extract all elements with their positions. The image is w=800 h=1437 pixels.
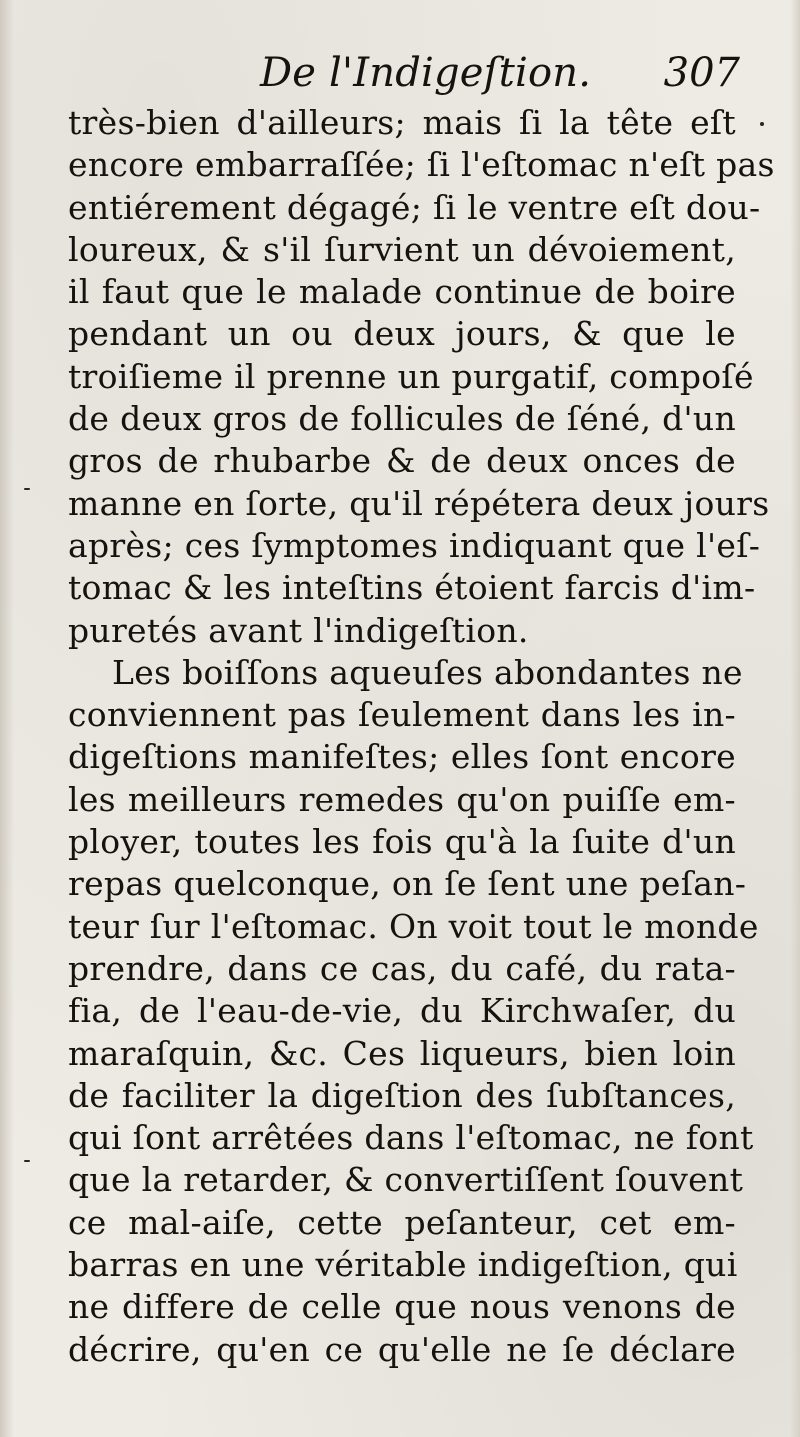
text-line: troiſieme il prenne un purgatif, compoſé bbox=[68, 356, 754, 396]
text-line: pendant un ou deux jours, & que le bbox=[68, 314, 736, 354]
text-line: fia, de l'eau-de-vie, du Kirchwaſer, du bbox=[68, 991, 736, 1031]
text-line: de deux gros de follicules de ſéné, d'un bbox=[68, 399, 736, 439]
ink-speck bbox=[24, 1160, 30, 1162]
ink-speck bbox=[24, 488, 30, 490]
page-right-edge-shadow bbox=[790, 0, 800, 1437]
text-line: très-bien d'ailleurs; mais ſi la tête eſt bbox=[68, 103, 736, 142]
text-line: ne differe de celle que nous venons de bbox=[68, 1287, 736, 1327]
page-header bbox=[70, 50, 740, 100]
text-line: tomac & les inteſtins étoient farcis d'im- bbox=[68, 568, 756, 608]
text-line: conviennent pas ſeulement dans les in- bbox=[68, 695, 736, 735]
text-line: digeſtions manifeſtes; elles ſont encore bbox=[68, 737, 736, 777]
text-line: manne en ſorte, qu'il répétera deux jours bbox=[68, 483, 770, 523]
text-line: gros de rhubarbe & de deux onces de bbox=[68, 441, 736, 481]
text-line: teur ſur l'eſtomac. On voit tout le monde bbox=[68, 906, 759, 946]
ink-speck bbox=[760, 122, 764, 126]
text-line: de faciliter la digeſtion des ſubſtances, bbox=[68, 1075, 736, 1115]
text-line: que la retarder, & convertiſſent ſouvent bbox=[68, 1160, 744, 1200]
text-line: ce mal-aiſe, cette peſanteur, cet em- bbox=[68, 1202, 736, 1242]
text-line: repas quelconque, on ſe ſent une peſan- bbox=[68, 864, 747, 904]
text-line: entiérement dégagé; ſi le ventre eſt dou- bbox=[68, 187, 761, 227]
running-title: De l'Indigeſtion. bbox=[260, 50, 592, 96]
text-line: ployer, toutes les fois qu'à la ſuite d'un bbox=[68, 822, 736, 862]
text-line: prendre, dans ce cas, du café, du rata- bbox=[68, 948, 736, 988]
text-line: encore embarraſſée; ſi l'eſtomac n'eſt pas bbox=[68, 145, 775, 185]
page-number: 307 bbox=[663, 50, 740, 96]
text-line: qui ſont arrêtées dans l'eſtomac, ne font bbox=[68, 1118, 754, 1158]
paragraph-end-line: puretés avant l'indigeſtion. bbox=[68, 610, 529, 650]
paragraph-first-line: Les boiſſons aqueuſes abondantes ne bbox=[112, 652, 743, 692]
text-line: décrire, qu'en ce qu'elle ne ſe déclare bbox=[68, 1329, 736, 1369]
text-line: maraſquin, &c. Ces liqueurs, bien loin bbox=[68, 1033, 736, 1073]
body-text bbox=[68, 102, 775, 1371]
text-line: barras en une véritable indigeſtion, qui bbox=[68, 1245, 738, 1285]
text-line: il faut que le malade continue de boire bbox=[68, 272, 736, 312]
text-line: les meilleurs remedes qu'on puiſſe em- bbox=[68, 779, 736, 819]
text-line: après; ces ſymptomes indiquant que l'eſ- bbox=[68, 525, 761, 565]
page-left-edge-shadow bbox=[0, 0, 14, 1437]
text-line: loureux, & s'il ſurvient un dévoiement, bbox=[68, 229, 736, 269]
